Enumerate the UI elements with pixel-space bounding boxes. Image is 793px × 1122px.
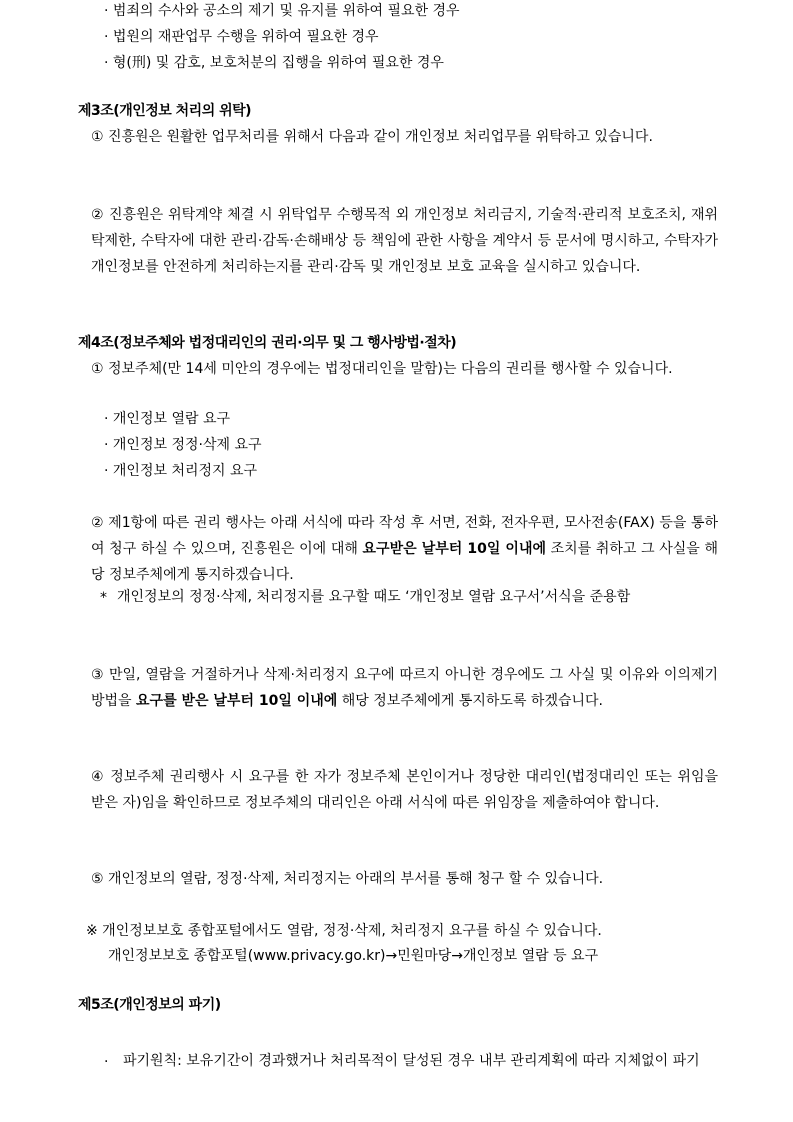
reference-path: 개인정보보호 종합포털(www.privacy.go.kr)→민원마당→개인정보 열람 등 요구 [108, 948, 599, 964]
bullet-item: · 개인정보 정정·삭제 요구 [104, 437, 262, 453]
bullet-mark: · [104, 1054, 109, 1070]
article-5-heading: 제5조(개인정보의 파기) [78, 997, 221, 1013]
destruction-principle: 파기원칙: 보유기간이 경과했거나 처리목적이 달성된 경우 내부 관리계획에 따라 지체없이 파기 [123, 1053, 700, 1069]
article-4-heading: 제4조(정보주체와 법정대리인의 권리·의무 및 그 행사방법·절차) [78, 335, 457, 351]
article-3-heading: 제3조(개인정보 처리의 위탁) [78, 103, 252, 119]
article-4-paragraph-2 [91, 510, 718, 588]
bullet-item: · 개인정보 처리정지 요구 [104, 463, 258, 479]
bullet-item: · 형(刑) 및 감호, 보호처분의 집행을 위하여 필요한 경우 [104, 55, 444, 71]
deadline-emphasis: 요구를 받은 날부터 10일 이내에 [136, 693, 338, 709]
article-3-paragraph-2: ② 진흥원은 위탁계약 체결 시 위탁업무 수행목적 외 개인정보 처리금지, 기술적·관리적 보호조치, 재위탁제한, 수탁자에 대한 관리·감독·손해배상 등 책임에 관한 사항을 계약서 등 문서에 명시하고, 수탁자가 개인정보를 안전하게 처리하는지를 관리·감독 및 개인정보 보호 교육을 실시하고 있습니다. [91, 207, 718, 275]
deadline-emphasis: 요구받은 날부터 10일 이내에 [362, 541, 546, 557]
reference-note: ※ 개인정보보호 종합포털에서도 열람, 정정·삭제, 처리정지 요구를 하실 수 있습니다. [86, 923, 602, 939]
article-4-paragraph-5: ⑤ 개인정보의 열람, 정정·삭제, 처리정지는 아래의 부서를 통해 청구 할 수 있습니다. [91, 871, 604, 887]
paragraph-text: 해당 정보주체에게 통지하도록 하겠습니다. [337, 693, 603, 709]
paragraph-text: 조치를 취하고 그 사실을 해당 정보주체에게 통지하겠습니다. [91, 541, 718, 583]
article-4-paragraph-3 [91, 662, 718, 714]
bullet-item: · 범죄의 수사와 공소의 제기 및 유지를 위하여 필요한 경우 [104, 3, 460, 19]
paragraph-text: ③ 만일, 열람을 거절하거나 삭제·처리정지 요구에 따르지 아니한 경우에도 그 사실 및 이유와 이의제기 방법을 [91, 667, 718, 709]
note-text: 개인정보의 정정·삭제, 처리정지를 요구할 때도 ‘개인정보 열람 요구서’서식을 준용함 [117, 589, 631, 605]
article-4-paragraph-1: ① 정보주체(만 14세 미안의 경우에는 법정대리인을 말함)는 다음의 권리를 행사할 수 있습니다. [91, 361, 673, 377]
article-3-paragraph-1: ① 진흥원은 원활한 업무처리를 위해서 다음과 같이 개인정보 처리업무를 위탁하고 있습니다. [91, 129, 653, 145]
bullet-item: · 법원의 재판업무 수행을 위하여 필요한 경우 [104, 29, 379, 45]
article-4-paragraph-4: ④ 정보주체 권리행사 시 요구를 한 자가 정보주체 본인이거나 정당한 대리인(법정대리인 또는 위임을 받은 자)임을 확인하므로 정보주체의 대리인은 아래 서식에 따른 위임장을 제출하여야 합니다. [91, 769, 718, 811]
bullet-item: · 개인정보 열람 요구 [104, 411, 230, 427]
note-mark: * [100, 590, 107, 606]
paragraph-text: ② 제1항에 따른 권리 행사는 아래 서식에 따라 작성 후 서면, 전화, 전자우편, 모사전송(FAX) 등을 통하여 청구 하실 수 있으며, 진흥원은 이에 대해 [91, 515, 718, 557]
